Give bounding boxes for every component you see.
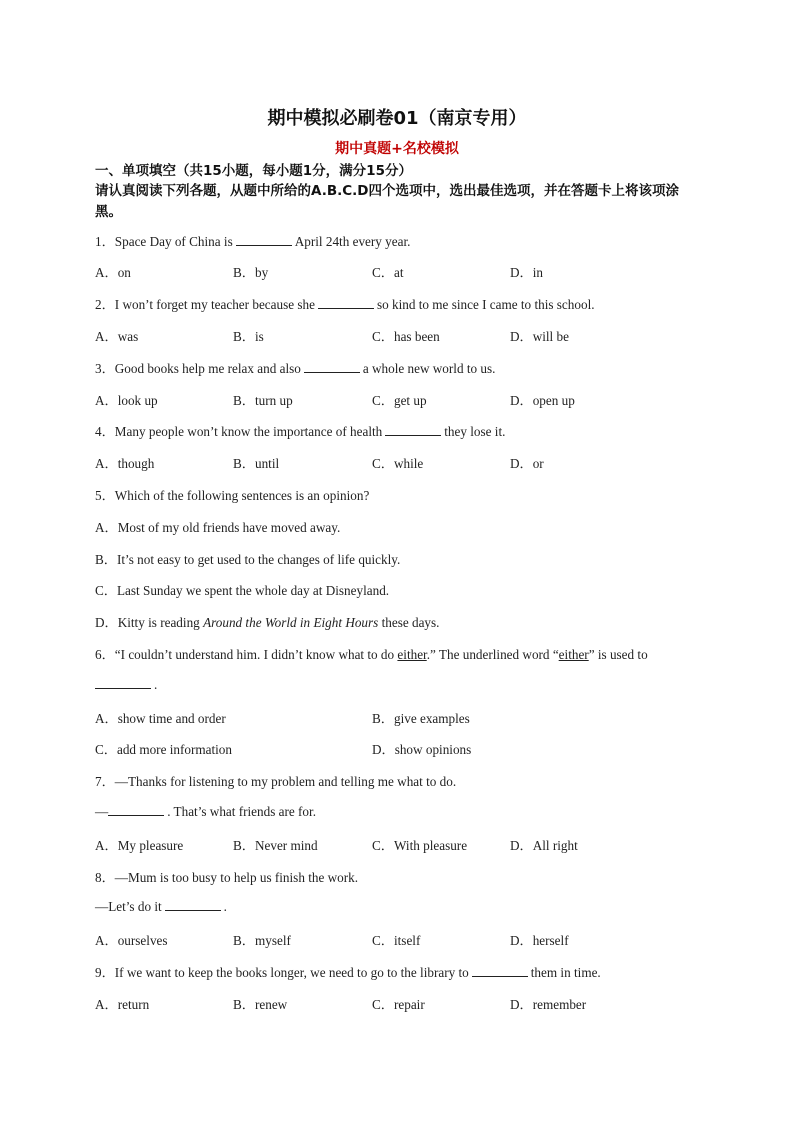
question-text: Which of the following sentences is an opinion? (114, 488, 370, 503)
option-a: A．look up (95, 393, 158, 408)
option-a: A．on (95, 265, 131, 280)
question-number: 2． (95, 297, 115, 312)
option-text: D．Kitty is reading (95, 615, 200, 630)
question-number: 4． (95, 424, 115, 439)
answer-blank (318, 296, 374, 309)
option-a: A．return (95, 997, 150, 1012)
option-b: B．myself (233, 933, 291, 948)
answer-blank (385, 423, 441, 436)
option-d: D．in (510, 265, 543, 280)
question-text: Space Day of China is (114, 234, 233, 249)
question-text: . That’s what friends are for. (167, 804, 316, 819)
question-7 (95, 771, 456, 790)
option-d: D．will be (510, 329, 569, 344)
question-text: Many people won’t know the importance of health (114, 424, 383, 439)
option-text: these days. (381, 615, 440, 630)
option-a: A．show time and order (95, 711, 226, 726)
question-number: 3． (95, 361, 115, 376)
question-text: a whole new world to us. (362, 361, 496, 376)
question-6-continued (95, 676, 157, 693)
option-c: C．With pleasure (372, 838, 468, 853)
option-a: A．ourselves (95, 933, 168, 948)
option-d: D．show opinions (372, 742, 472, 757)
question-text: —Mum is too busy to help us finish the work. (114, 870, 359, 885)
option-b: B．Never mind (233, 838, 318, 853)
underlined-word: either (558, 647, 589, 662)
question-6 (95, 644, 648, 663)
question-text: they lose it. (444, 424, 506, 439)
question-4 (95, 421, 505, 440)
page-title: 期中模拟必刷卷01（南京专用） (267, 108, 527, 129)
question-text: .” The underlined word “ (426, 647, 559, 662)
page-subtitle: 期中真题+名校模拟 (335, 141, 459, 157)
question-text: . (154, 677, 158, 692)
question-2 (95, 294, 595, 313)
book-title: Around the World in Eight Hours (203, 615, 379, 630)
section-heading: 一、单项填空（共15小题，每小题1分，满分15分） (95, 163, 412, 179)
option-c: C．get up (372, 393, 427, 408)
option-a: A．My pleasure (95, 838, 184, 853)
question-text: . (223, 899, 227, 914)
option-b: B．by (233, 265, 269, 280)
question-text: them in time. (530, 965, 601, 980)
option-c: C．at (372, 265, 404, 280)
section-instructions: 请认真阅读下列各题，从题中所给的A.B.C.D四个选项中，选出最佳选项，并在答题卡上将该项涂黑。 (95, 183, 679, 220)
question-number: 9． (95, 965, 115, 980)
question-text: so kind to me since I came to this school. (376, 297, 595, 312)
question-text: ” is used to (588, 647, 648, 662)
question-9 (95, 962, 601, 981)
option-b: B．turn up (233, 393, 293, 408)
option-c: C．itself (372, 933, 421, 948)
question-text: Good books help me relax and also (114, 361, 301, 376)
answer-blank (472, 964, 528, 977)
question-1 (95, 231, 410, 250)
answer-blank (236, 233, 292, 246)
option-b: B．until (233, 456, 280, 471)
option-c: C．repair (372, 997, 425, 1012)
option-d: D．or (510, 456, 544, 471)
question-5 (95, 485, 369, 504)
question-text: April 24th every year. (294, 234, 411, 249)
option-a: A．Most of my old friends have moved away. (95, 520, 341, 535)
question-3 (95, 358, 495, 377)
underlined-word: either (397, 647, 427, 662)
question-number: 7． (95, 774, 115, 789)
option-a: A．though (95, 456, 155, 471)
option-c: C．while (372, 456, 424, 471)
question-text: —Thanks for listening to my problem and telling me what to do. (114, 774, 457, 789)
answer-blank (95, 676, 151, 689)
option-d: D．remember (510, 997, 587, 1012)
option-d: D．All right (510, 838, 578, 853)
question-8-reply (95, 898, 227, 915)
option-b: B．It’s not easy to get used to the changes of life quickly. (95, 552, 401, 567)
answer-blank (165, 898, 221, 911)
question-text: —Let’s do it (95, 899, 162, 914)
option-d: D．herself (510, 933, 569, 948)
question-text: — (95, 804, 109, 819)
option-c: C．Last Sunday we spent the whole day at Disneyland. (95, 583, 390, 598)
question-7-reply (95, 803, 316, 820)
question-number: 5． (95, 488, 115, 503)
answer-blank (304, 360, 360, 373)
option-b: B．is (233, 329, 264, 344)
question-number: 1． (95, 234, 115, 249)
question-text: If we want to keep the books longer, we need to go to the library to (114, 965, 469, 980)
option-c: C．add more information (95, 742, 232, 757)
option-c: C．has been (372, 329, 440, 344)
question-8 (95, 867, 358, 886)
option-a: A．was (95, 329, 139, 344)
question-number: 6． (95, 647, 115, 662)
question-text: I won’t forget my teacher because she (114, 297, 315, 312)
option-d: D．open up (510, 393, 575, 408)
option-b: B．renew (233, 997, 288, 1012)
option-b: B．give examples (372, 711, 470, 726)
option-d (95, 612, 439, 631)
question-number: 8． (95, 870, 115, 885)
answer-blank (108, 803, 164, 816)
question-text: “I couldn’t understand him. I didn’t know what to do (114, 647, 395, 662)
